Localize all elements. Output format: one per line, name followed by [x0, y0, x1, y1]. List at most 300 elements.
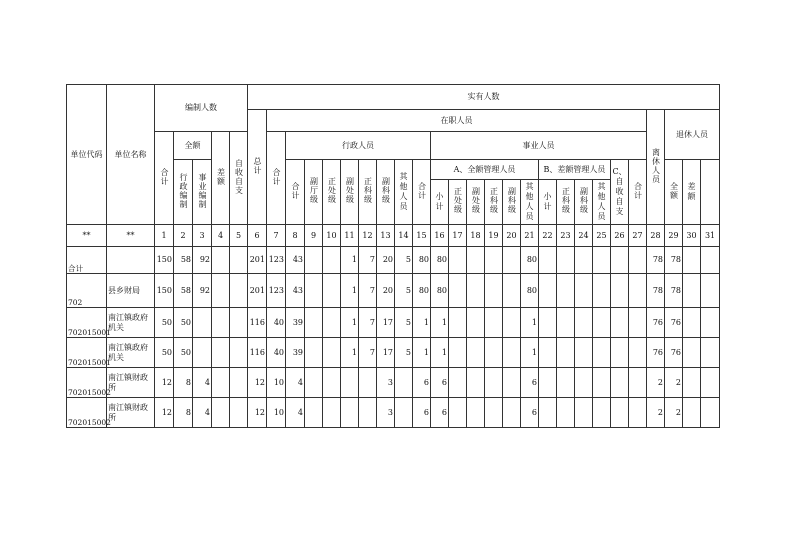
value-cell: 78	[647, 274, 665, 308]
value-cell: 116	[248, 308, 267, 338]
value-cell: 2	[647, 368, 665, 398]
header-group-b: B、差额管理人员	[539, 160, 611, 180]
header-a-deputy-sec-label: 副科级	[507, 187, 517, 214]
value-cell: 1	[431, 308, 449, 338]
value-cell: 6	[413, 398, 431, 428]
value-cell	[539, 247, 557, 274]
value-cell	[305, 398, 323, 428]
value-cell: 5	[395, 274, 413, 308]
value-cell: 150	[155, 274, 174, 308]
header-a-full-div	[449, 180, 467, 225]
value-cell: 1	[413, 308, 431, 338]
value-cell	[449, 398, 467, 428]
value-cell	[575, 398, 593, 428]
value-cell	[359, 398, 377, 428]
index-cell: 14	[395, 225, 413, 247]
value-cell	[683, 398, 701, 428]
value-cell	[305, 274, 323, 308]
value-cell: 12	[248, 398, 267, 428]
value-cell: 80	[431, 274, 449, 308]
index-cell: **	[67, 225, 107, 247]
value-cell	[230, 338, 248, 368]
value-cell	[323, 274, 341, 308]
value-cell	[629, 308, 647, 338]
value-cell	[557, 338, 575, 368]
index-cell: 7	[267, 225, 286, 247]
value-cell: 80	[413, 274, 431, 308]
value-cell: 80	[431, 247, 449, 274]
table-row	[67, 274, 720, 308]
index-cell: 25	[593, 225, 611, 247]
index-cell: 4	[212, 225, 230, 247]
value-cell	[359, 368, 377, 398]
value-cell	[230, 274, 248, 308]
unit-code-cell: 702015001	[67, 338, 107, 368]
table-body	[67, 247, 720, 428]
value-cell	[683, 308, 701, 338]
value-cell	[467, 247, 485, 274]
value-cell	[230, 398, 248, 428]
value-cell: 8	[174, 398, 193, 428]
header-full-sec-label: 正科级	[363, 177, 373, 204]
value-cell	[575, 368, 593, 398]
header-career-total-label: 合计	[417, 181, 427, 200]
value-cell: 5	[395, 338, 413, 368]
value-cell	[683, 274, 701, 308]
value-cell	[629, 274, 647, 308]
value-cell: 92	[193, 247, 212, 274]
value-cell	[230, 308, 248, 338]
value-cell	[593, 308, 611, 338]
value-cell: 76	[665, 308, 683, 338]
value-cell	[593, 368, 611, 398]
value-cell: 4	[193, 368, 212, 398]
value-cell	[629, 368, 647, 398]
value-cell: 43	[286, 247, 305, 274]
value-cell	[449, 274, 467, 308]
value-cell	[503, 247, 521, 274]
header-b-others: 其他人员	[593, 180, 611, 225]
value-cell	[305, 247, 323, 274]
value-cell: 92	[193, 274, 212, 308]
value-cell: 10	[267, 398, 286, 428]
header-on-duty: 在职人员	[267, 110, 647, 132]
value-cell	[212, 368, 230, 398]
value-cell: 2	[665, 398, 683, 428]
value-cell: 4	[193, 398, 212, 428]
header-a-deputy-div	[467, 180, 485, 225]
value-cell: 7	[359, 247, 377, 274]
header-quota-self-label: 自收自支	[234, 158, 244, 195]
value-cell	[701, 247, 720, 274]
header-retired-staff-label: 离休人员	[651, 147, 661, 184]
value-cell: 1	[521, 338, 539, 368]
value-cell	[503, 398, 521, 428]
index-cell: 26	[611, 225, 629, 247]
value-cell: 123	[267, 247, 286, 274]
index-cell: 11	[341, 225, 359, 247]
header-onduty-total-label: 合计	[272, 167, 281, 186]
value-cell	[305, 368, 323, 398]
index-cell: 23	[557, 225, 575, 247]
unit-name-cell: 南江镇政府机关	[107, 308, 155, 338]
value-cell	[485, 368, 503, 398]
value-cell	[323, 338, 341, 368]
index-cell: 27	[629, 225, 647, 247]
header-retire-total-label: 合计	[633, 181, 643, 200]
value-cell: 40	[267, 308, 286, 338]
index-cell: 18	[467, 225, 485, 247]
value-cell: 1	[521, 308, 539, 338]
value-cell	[701, 398, 720, 428]
personnel-statistics-table	[66, 84, 720, 428]
header-quota-self	[230, 132, 248, 225]
header-retire-full-label: 全额	[669, 181, 679, 200]
value-cell	[485, 308, 503, 338]
header-quota-diff-label: 差额	[216, 167, 226, 186]
header-admin-total-label: 合计	[291, 181, 300, 200]
value-cell: 76	[647, 338, 665, 368]
value-cell	[557, 398, 575, 428]
value-cell: 4	[286, 368, 305, 398]
header-full-sec	[359, 160, 377, 225]
value-cell: 80	[521, 247, 539, 274]
value-cell	[323, 308, 341, 338]
value-cell	[395, 368, 413, 398]
value-cell	[485, 274, 503, 308]
value-cell: 1	[341, 274, 359, 308]
value-cell: 12	[155, 398, 174, 428]
header-actual: 实有人数	[248, 85, 720, 110]
value-cell	[305, 308, 323, 338]
value-cell	[230, 368, 248, 398]
unit-name-cell: 南江镇财政所	[107, 398, 155, 428]
value-cell: 43	[286, 274, 305, 308]
header-deputy-dept-label: 副厅级	[309, 177, 319, 204]
table-row	[67, 247, 720, 274]
value-cell	[701, 274, 720, 308]
index-cell: 2	[174, 225, 193, 247]
value-cell: 201	[248, 274, 267, 308]
header-onduty-total	[267, 132, 286, 225]
value-cell	[593, 247, 611, 274]
index-cell: 6	[248, 225, 267, 247]
header-quota-total	[155, 132, 174, 225]
header-retired-staff	[647, 110, 665, 225]
unit-code-cell: 702015001	[67, 308, 107, 338]
header-retire-full	[665, 160, 683, 225]
header-admin-others: 其他人员	[395, 160, 413, 225]
header-deputy-div	[341, 160, 359, 225]
value-cell	[503, 338, 521, 368]
value-cell: 201	[248, 247, 267, 274]
value-cell	[449, 308, 467, 338]
value-cell	[193, 338, 212, 368]
header-career-staffing	[193, 160, 212, 225]
header-a-deputy-div-label: 副处级	[471, 187, 481, 214]
header-b-full-sec-label: 正科级	[561, 187, 571, 214]
value-cell: 3	[377, 398, 395, 428]
header-admin-total	[286, 160, 305, 225]
header-a-full-div-label: 正处级	[453, 187, 463, 214]
value-cell	[575, 247, 593, 274]
value-cell	[467, 274, 485, 308]
value-cell: 50	[174, 308, 193, 338]
header-retired: 退休人员	[665, 110, 720, 160]
value-cell: 50	[155, 338, 174, 368]
value-cell	[593, 338, 611, 368]
index-cell: 29	[665, 225, 683, 247]
header-b-full-sec	[557, 180, 575, 225]
value-cell: 123	[267, 274, 286, 308]
header-admin-staffing	[174, 160, 193, 225]
value-cell: 80	[413, 247, 431, 274]
value-cell: 1	[413, 338, 431, 368]
value-cell: 1	[341, 338, 359, 368]
value-cell: 7	[359, 308, 377, 338]
index-cell: 13	[377, 225, 395, 247]
index-cell: 31	[701, 225, 720, 247]
value-cell	[629, 338, 647, 368]
header-deputy-sec-label: 副科级	[381, 177, 391, 204]
value-cell	[305, 338, 323, 368]
value-cell: 20	[377, 274, 395, 308]
header-quota: 编制人数	[155, 85, 248, 132]
value-cell	[341, 368, 359, 398]
value-cell: 7	[359, 338, 377, 368]
value-cell: 1	[341, 308, 359, 338]
value-cell: 17	[377, 338, 395, 368]
value-cell: 6	[431, 398, 449, 428]
index-cell: 9	[305, 225, 323, 247]
index-cell: 12	[359, 225, 377, 247]
header-a-full-sec-label: 正科级	[489, 187, 499, 214]
value-cell	[683, 338, 701, 368]
header-unit-code: 单位代码	[67, 85, 107, 225]
value-cell: 1	[341, 247, 359, 274]
header-quota-diff	[212, 132, 230, 225]
value-cell	[503, 308, 521, 338]
value-cell	[611, 368, 629, 398]
value-cell	[467, 338, 485, 368]
value-cell	[611, 338, 629, 368]
index-cell: 21	[521, 225, 539, 247]
value-cell: 50	[174, 338, 193, 368]
index-cell: 22	[539, 225, 557, 247]
value-cell: 20	[377, 247, 395, 274]
header-retire-diff: 差额	[683, 160, 701, 225]
value-cell	[449, 338, 467, 368]
value-cell	[701, 308, 720, 338]
value-cell: 12	[248, 368, 267, 398]
value-cell	[539, 398, 557, 428]
value-cell	[701, 338, 720, 368]
value-cell: 4	[286, 398, 305, 428]
value-cell	[575, 308, 593, 338]
value-cell	[503, 368, 521, 398]
value-cell	[323, 398, 341, 428]
index-cell: 20	[503, 225, 521, 247]
value-cell	[611, 247, 629, 274]
header-deputy-sec	[377, 160, 395, 225]
value-cell	[212, 274, 230, 308]
value-cell: 6	[431, 368, 449, 398]
value-cell: 78	[647, 247, 665, 274]
value-cell	[611, 398, 629, 428]
value-cell: 39	[286, 338, 305, 368]
value-cell	[539, 308, 557, 338]
value-cell	[485, 338, 503, 368]
value-cell: 80	[521, 274, 539, 308]
header-full-div	[323, 160, 341, 225]
header-a-full-sec	[485, 180, 503, 225]
value-cell	[212, 247, 230, 274]
value-cell	[539, 274, 557, 308]
value-cell	[683, 368, 701, 398]
header-b-deputy-sec-label: 副科级	[579, 187, 589, 214]
index-cell: 3	[193, 225, 212, 247]
value-cell: 3	[377, 368, 395, 398]
value-cell	[575, 338, 593, 368]
unit-code-cell: 702015002	[67, 368, 107, 398]
value-cell	[395, 398, 413, 428]
value-cell: 8	[174, 368, 193, 398]
value-cell	[193, 308, 212, 338]
value-cell	[212, 308, 230, 338]
value-cell	[575, 274, 593, 308]
value-cell: 116	[248, 338, 267, 368]
value-cell	[557, 308, 575, 338]
value-cell: 78	[665, 274, 683, 308]
value-cell: 58	[174, 247, 193, 274]
header-a-deputy-sec	[503, 180, 521, 225]
value-cell	[557, 274, 575, 308]
header-career-total	[413, 160, 431, 225]
header-grand-total	[248, 110, 267, 225]
value-cell	[503, 274, 521, 308]
value-cell: 76	[647, 308, 665, 338]
header-retire-total	[629, 160, 647, 225]
header-career-staffing-label: 事业编制	[198, 172, 207, 209]
value-cell	[701, 368, 720, 398]
header-group-c: C、自收自支	[611, 160, 629, 225]
unit-name-cell	[107, 247, 155, 274]
index-cell: 17	[449, 225, 467, 247]
value-cell	[323, 247, 341, 274]
value-cell	[539, 338, 557, 368]
unit-name-cell: 县乡财局	[107, 274, 155, 308]
index-cell: **	[107, 225, 155, 247]
header-career-personnel: 事业人员	[431, 132, 647, 160]
value-cell	[593, 274, 611, 308]
unit-code-cell: 702	[67, 274, 107, 308]
index-cell: 15	[413, 225, 431, 247]
value-cell: 5	[395, 308, 413, 338]
index-cell: 28	[647, 225, 665, 247]
value-cell: 1	[431, 338, 449, 368]
value-cell	[485, 247, 503, 274]
value-cell	[539, 368, 557, 398]
value-cell: 2	[647, 398, 665, 428]
unit-code-cell: 702015002	[67, 398, 107, 428]
header-a-subtotal: 小计	[431, 180, 449, 225]
index-cell: 19	[485, 225, 503, 247]
value-cell: 7	[359, 274, 377, 308]
value-cell	[230, 247, 248, 274]
value-cell	[485, 398, 503, 428]
header-a-others: 其他人员	[521, 180, 539, 225]
value-cell: 50	[155, 308, 174, 338]
value-cell	[557, 247, 575, 274]
header-full-funded: 全额	[174, 132, 212, 160]
header-b-deputy-sec	[575, 180, 593, 225]
header-admin-staffing-label: 行政编制	[179, 172, 188, 209]
index-cell: 24	[575, 225, 593, 247]
header-admin-personnel: 行政人员	[286, 132, 431, 160]
value-cell: 39	[286, 308, 305, 338]
index-cell: 1	[155, 225, 174, 247]
value-cell: 6	[521, 368, 539, 398]
value-cell: 78	[665, 247, 683, 274]
header-group-a: A、全额管理人员	[431, 160, 539, 180]
index-cell: 8	[286, 225, 305, 247]
value-cell: 10	[267, 368, 286, 398]
header-grand-total-label: 总计	[253, 156, 262, 175]
value-cell: 40	[267, 338, 286, 368]
index-cell: 5	[230, 225, 248, 247]
value-cell	[449, 368, 467, 398]
value-cell	[467, 368, 485, 398]
index-cell: 30	[683, 225, 701, 247]
header-full-div-label: 正处级	[327, 177, 337, 204]
value-cell: 6	[413, 368, 431, 398]
value-cell	[557, 368, 575, 398]
value-cell	[629, 247, 647, 274]
value-cell: 150	[155, 247, 174, 274]
header-deputy-div-label: 副处级	[345, 177, 355, 204]
value-cell: 76	[665, 338, 683, 368]
header-quota-total-label: 合计	[160, 167, 169, 186]
value-cell	[467, 398, 485, 428]
header-deputy-dept	[305, 160, 323, 225]
value-cell	[611, 308, 629, 338]
value-cell	[593, 398, 611, 428]
index-cell: 16	[431, 225, 449, 247]
value-cell	[629, 398, 647, 428]
value-cell	[683, 247, 701, 274]
value-cell: 5	[395, 247, 413, 274]
value-cell: 17	[377, 308, 395, 338]
unit-name-cell: 南江镇政府机关	[107, 338, 155, 368]
value-cell: 58	[174, 274, 193, 308]
personnel-statistics-table-container	[66, 84, 716, 444]
value-cell	[341, 398, 359, 428]
table-row	[67, 338, 720, 368]
unit-code-cell: 合计	[67, 247, 107, 274]
header-unit-name: 单位名称	[107, 85, 155, 225]
table-row	[67, 368, 720, 398]
value-cell: 2	[665, 368, 683, 398]
table-row	[67, 398, 720, 428]
value-cell: 6	[521, 398, 539, 428]
table-row	[67, 308, 720, 338]
value-cell	[467, 308, 485, 338]
value-cell: 12	[155, 368, 174, 398]
value-cell	[323, 368, 341, 398]
header-b-subtotal: 小计	[539, 180, 557, 225]
unit-name-cell: 南江镇财政所	[107, 368, 155, 398]
index-cell: 10	[323, 225, 341, 247]
